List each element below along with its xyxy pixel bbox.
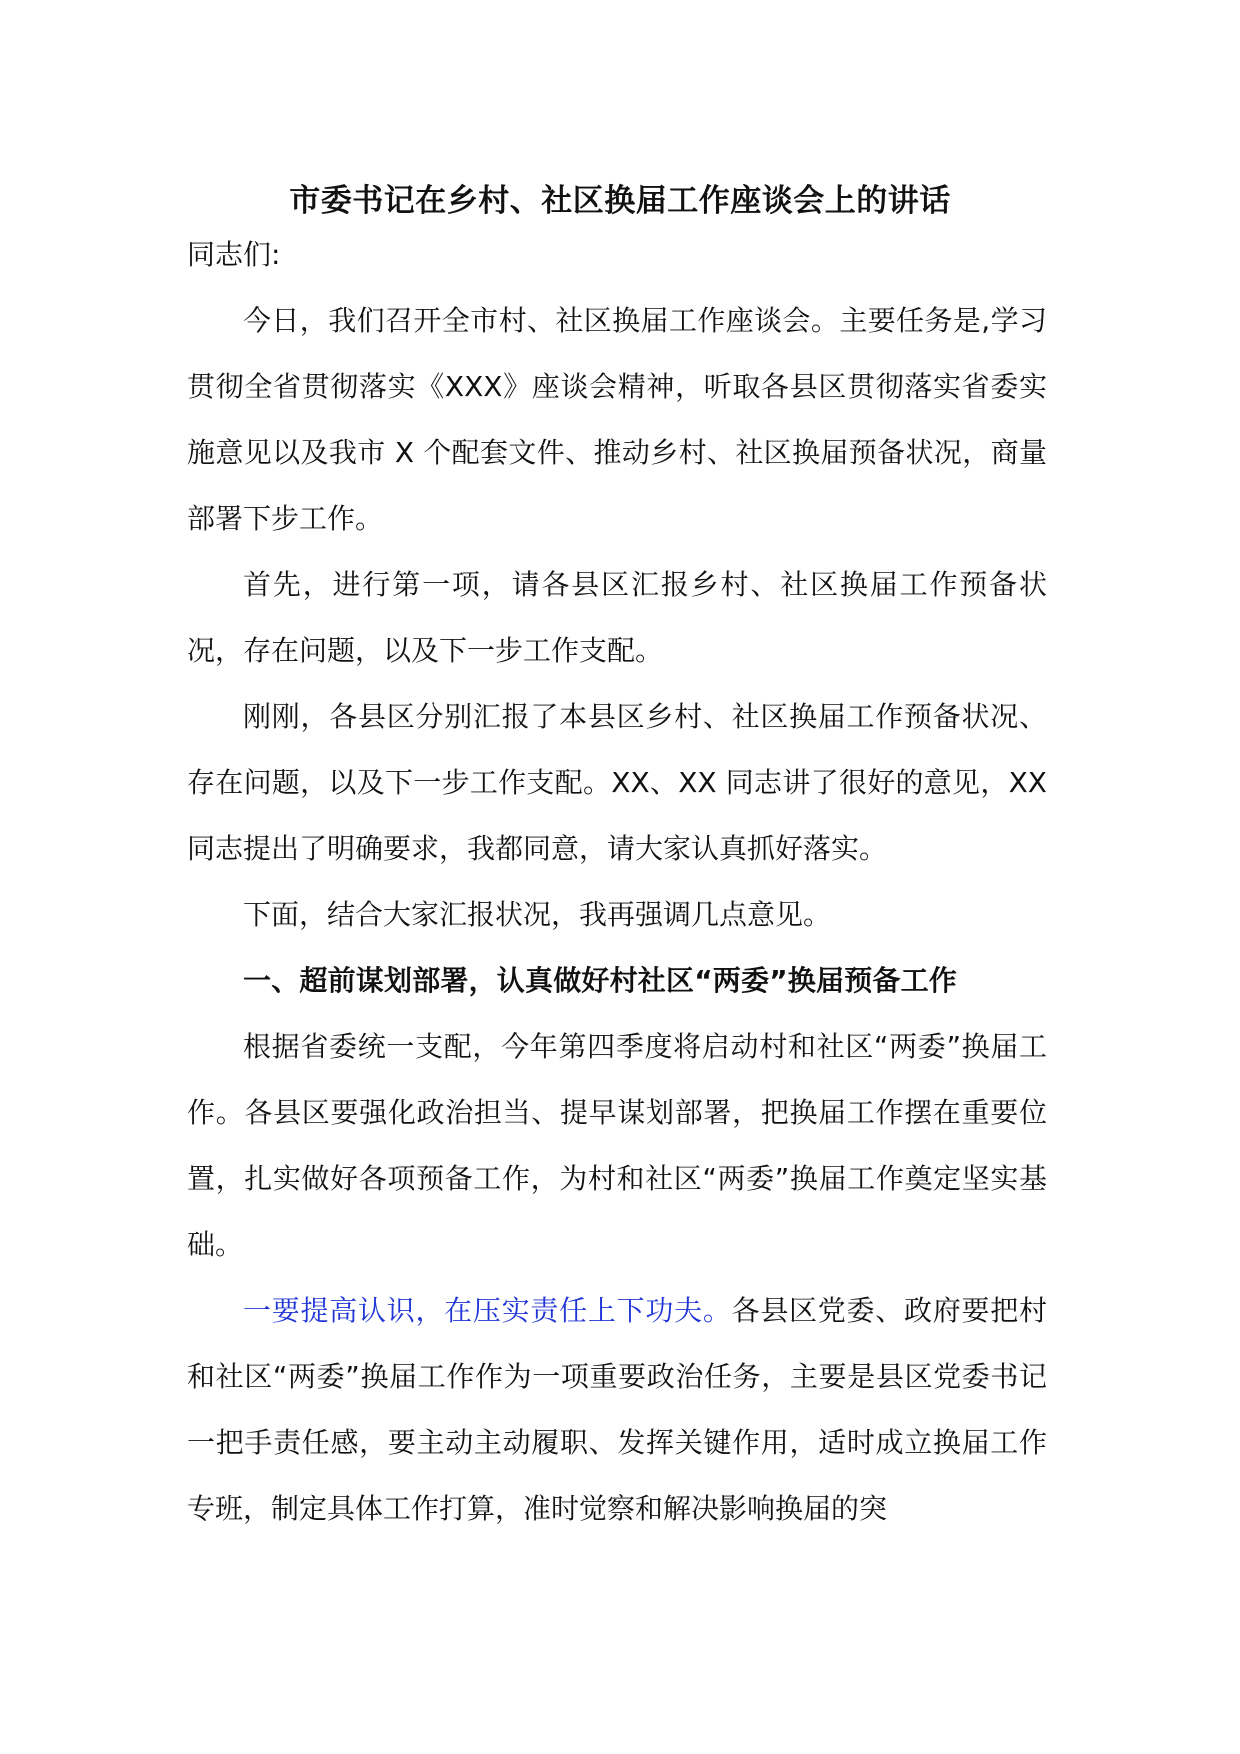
section-heading-1: 一、超前谋划部署，认真做好村社区“两委”换届预备工作 — [243, 964, 958, 997]
point-1-text: 各县区党委、政府要把村和社区“两委”换届工作作为一项重要政治任务，主要是县区党委书记一把手责任感，要主动主动履职、发挥关键作用，适时成立换届工作专班，制定具体工作打算，准时觉察和解决影响换届的突 — [187, 1294, 1047, 1525]
salutation: 同志们: — [187, 238, 281, 271]
section-1-paragraph: 根据省委统一支配，今年第四季度将启动村和社区“两委”换届工作。各县区要强化政治担当、提早谋划部署，把换届工作摆在重要位置，扎实做好各项预备工作，为村和社区“两委”换届工作奠定坚实基础。 — [187, 1030, 1047, 1261]
document-body — [187, 222, 1047, 1542]
paragraph-opening: 今日，我们召开全市村、社区换届工作座谈会。主要任务是,学习贯彻全省贯彻落实《XXX》座谈会精神，听取各县区贯彻落实省委实施意见以及我市 X 个配套文件、推动乡村、社区换届预备状况，商量部署下步工作。 — [187, 304, 1047, 535]
paragraph-reports-summary: 刚刚，各县区分别汇报了本县区乡村、社区换届工作预备状况、存在问题，以及下一步工作支配。XX、XX 同志讲了很好的意见，XX 同志提出了明确要求，我都同意，请大家认真抓好落实。 — [187, 700, 1047, 865]
point-1-lead: 一要提高认识，在压实责任上下功夫。 — [243, 1294, 732, 1327]
document-title: 市委书记在乡村、社区换届工作座谈会上的讲话 — [289, 183, 951, 219]
paragraph-first-item: 首先，进行第一项，请各县区汇报乡村、社区换届工作预备状况，存在问题，以及下一步工作支配。 — [187, 568, 1047, 667]
paragraph-transition: 下面，结合大家汇报状况，我再强调几点意见。 — [243, 898, 832, 931]
point-1-paragraph — [187, 1278, 1047, 1542]
